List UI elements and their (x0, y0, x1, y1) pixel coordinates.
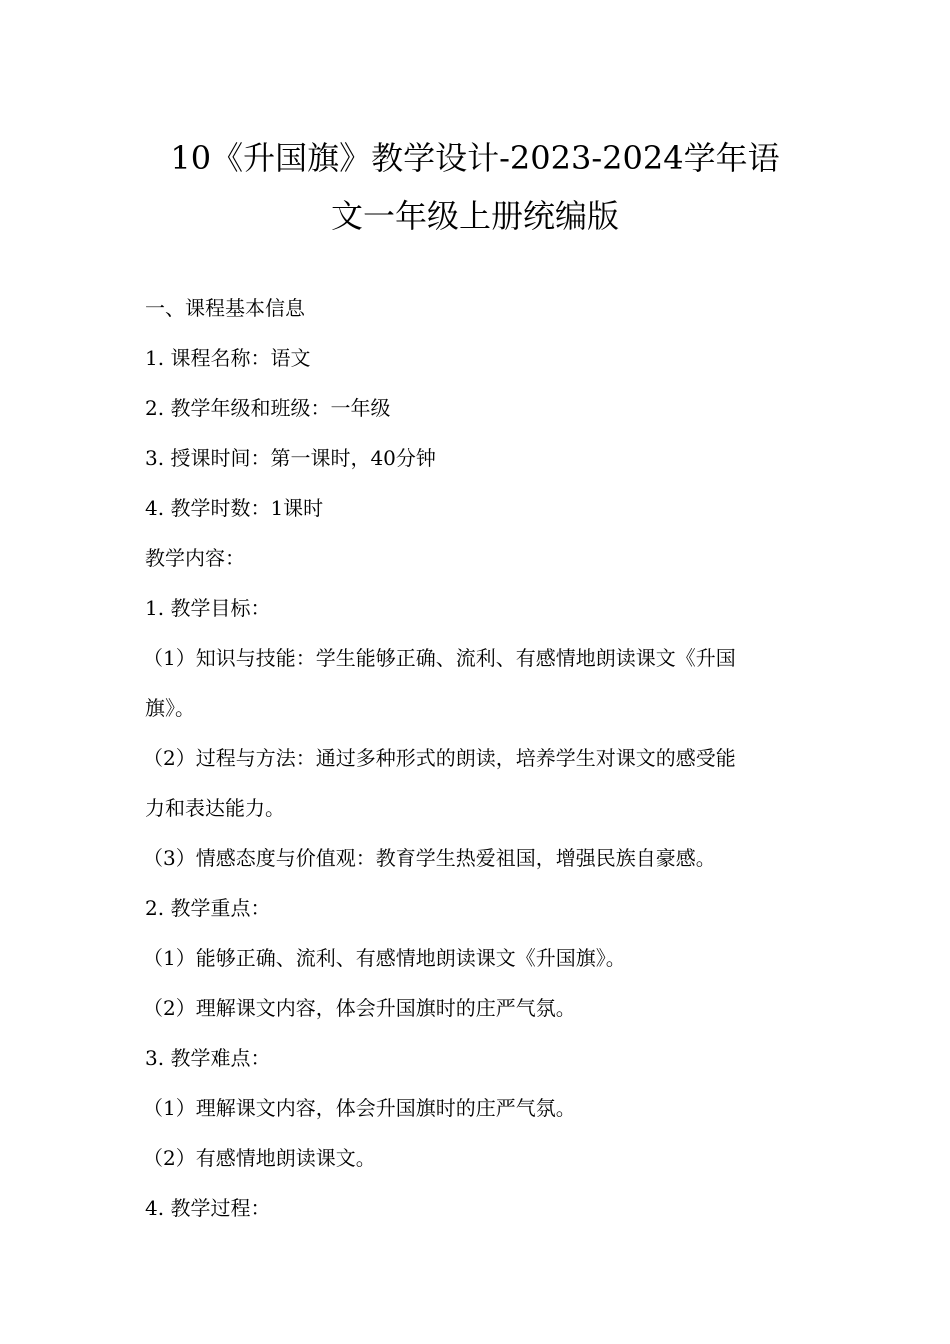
teaching-process-heading: 4. 教学过程： (145, 1196, 271, 1220)
class-hours-line: 4. 教学时数：1课时 (145, 496, 324, 520)
teaching-goals-heading: 1. 教学目标： (145, 596, 271, 620)
difficulty-1-line: （1）理解课文内容，体会升国旗时的庄严气氛。 (143, 1096, 576, 1120)
section-heading-basic-info: 一、课程基本信息 (145, 296, 305, 320)
class-time-line: 3. 授课时间：第一课时，40分钟 (145, 446, 436, 470)
teaching-content-heading: 教学内容： (145, 546, 245, 570)
grade-class-line: 2. 教学年级和班级：一年级 (145, 396, 391, 420)
course-name-line: 1. 课程名称：语文 (145, 346, 311, 370)
goal-1-line-a: （1）知识与技能：学生能够正确、流利、有感情地朗读课文《升国 (143, 646, 736, 670)
difficulty-2-line: （2）有感情地朗读课文。 (143, 1146, 376, 1170)
key-point-2-line: （2）理解课文内容，体会升国旗时的庄严气氛。 (143, 996, 576, 1020)
goal-1-line-b: 旗》。 (145, 696, 195, 720)
key-point-1-line: （1）能够正确、流利、有感情地朗读课文《升国旗》。 (143, 946, 626, 970)
goal-3-line: （3）情感态度与价值观：教育学生热爱祖国，增强民族自豪感。 (143, 846, 716, 870)
goal-2-line-a: （2）过程与方法：通过多种形式的朗读，培养学生对课文的感受能 (143, 746, 736, 770)
goal-2-line-b: 力和表达能力。 (145, 796, 285, 820)
difficulties-heading: 3. 教学难点： (145, 1046, 271, 1070)
document-title-line-1: 10《升国旗》教学设计-2023-2024学年语 (170, 139, 780, 177)
key-points-heading: 2. 教学重点： (145, 896, 271, 920)
document-title-line-2: 文一年级上册统编版 (330, 197, 619, 235)
